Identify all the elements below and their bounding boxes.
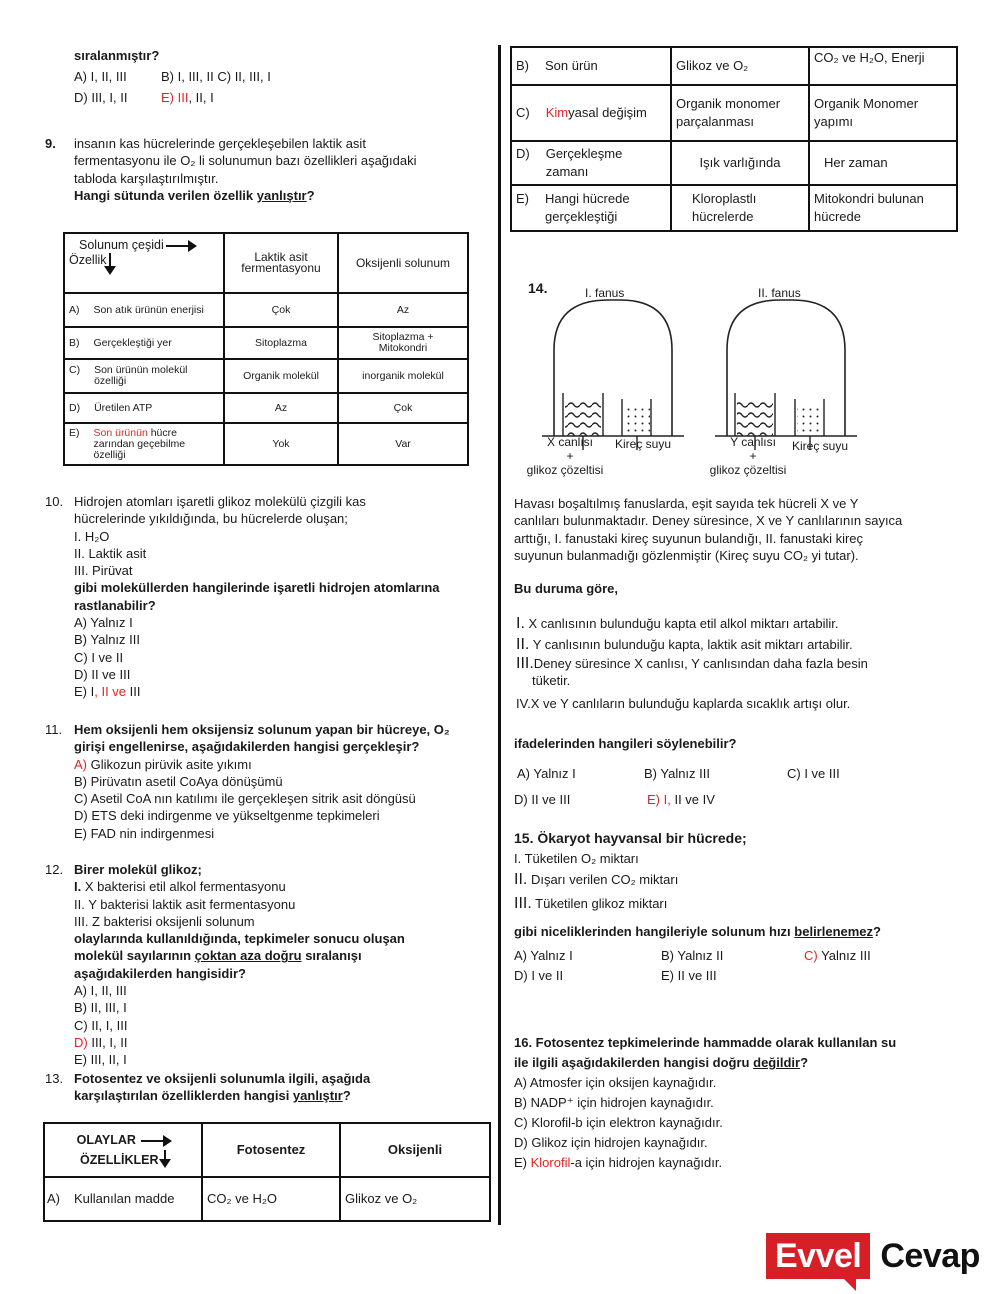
q16-stem: 16. Fotosentez tepkimelerinde hammadde olarak kullanılan su ile ilgili aşağıdakilerden hangisi doğru değildir? A) Atmosfer için oksijen kaynağıdır. B) NADP⁺ için hidrojen kaynağıdır. C) Klorofil-b için elektron kaynağıdır. D) Glikoz için hidrojen kaynağıdır. E) Klorofil-a için hidrojen kaynağıdır.: [514, 1033, 896, 1173]
q12-option-e: E) III, II, I: [74, 1052, 127, 1068]
q11-number: 11.: [45, 722, 63, 737]
jar-1-limewater-label: Kireç suyu: [615, 437, 672, 451]
bell-jar-1: [542, 300, 684, 450]
column-divider: [498, 45, 501, 1225]
q13-stem: Fotosentez ve oksijenli solunumla ilgili, aşağıda karşılaştırılan özelliklerden hangisi yanlıştır?: [74, 1071, 371, 1104]
q11-option-c: C) Asetil CoA nın katılımı ile gerçekleşen sitrik asit döngüsü: [74, 791, 416, 807]
logo-cevap: Cevap: [880, 1236, 980, 1275]
answer-mark: Klorofil: [527, 1155, 571, 1170]
answer-mark: A): [74, 756, 87, 772]
q10-option-c: C) I ve II: [74, 649, 124, 665]
q10-option-e: E) I, II ve III: [74, 684, 141, 700]
q10-option-d: D) II ve III: [74, 666, 131, 682]
q15-option-b: B) Yalnız II: [661, 948, 724, 963]
table-row: B) Gerçekleştiği yer Sitoplazma Sitoplazma + Mitokondri: [64, 327, 468, 359]
q15-option-a: A) Yalnız I: [514, 948, 573, 963]
q16-option-e: E) Klorofil-a için hidrojen kaynağıdır.: [514, 1155, 723, 1170]
q8-option-e: E) III, II, I: [161, 90, 214, 105]
evvel-cevap-logo: [766, 1233, 980, 1279]
q14-option-a: A) Yalnız I: [517, 766, 576, 781]
logo-evvel: Evvel: [766, 1233, 870, 1279]
q11-option-a: A) Glikozun pirüvik asite yıkımı: [74, 756, 252, 772]
q16-option-b: B) NADP⁺ için hidrojen kaynağıdır.: [514, 1095, 714, 1110]
jar-2-title: II. fanus: [758, 286, 801, 300]
answer-mark: E) III: [161, 90, 189, 105]
table-row: C) Son ürünün molekül özelliği Organik molekül inorganik molekül: [64, 359, 468, 393]
q13-table: [43, 1122, 491, 1222]
jar-2-organism-label: Y canlısı + glikoz çözeltisi: [709, 435, 787, 477]
q13-table-continued: [510, 46, 958, 232]
table-row: D) Üretilen ATP Az Çok: [64, 393, 468, 423]
q9-col-header-2: Oksijenli solunum: [338, 233, 468, 293]
q10-option-b: B) Yalnız III: [74, 632, 140, 648]
q15-option-d: D) I ve II: [514, 968, 564, 983]
q11-option-b: B) Pirüvatın asetil CoAya dönüşümü: [74, 773, 283, 789]
q8-option-a: A) I, II, III: [74, 69, 127, 84]
q14-question: ifadelerinden hangileri söylenebilir?: [514, 736, 737, 751]
q12-option-b: B) II, III, I: [74, 1000, 127, 1016]
table-row: A) Kullanılan madde CO₂ ve H₂O Glikoz ve O₂: [44, 1177, 490, 1221]
q9-col-header-1: Laktik asit fermentasyonu: [224, 233, 338, 293]
q8-option-bc: [161, 68, 271, 85]
q14-option-d: D) II ve III: [514, 792, 571, 807]
table-row: C) Kimyasal değişim Organik monomer parçalanması Organik Monomer yapımı: [511, 85, 957, 141]
bell-jar-2: [715, 300, 857, 450]
q12-option-c: C) II, I, III: [74, 1017, 128, 1033]
q13-col-header-1: Fotosentez: [202, 1123, 340, 1177]
q11-option-d: D) ETS deki indirgenme ve yükseltgenme tepkimeleri: [74, 808, 380, 824]
q12-stem: Birer molekül glikoz; I. X bakterisi etil alkol fermentasyonu II. Y bakterisi laktik asit fermentasyonu III. Z bakterisi oksijenli solunum olaylarında kullanıldığında, tepkimeler sonucu oluşan molekül sayılarının çoktan aza doğru sıralanışı aşağıdakilerden hangisidir? A) I, II, III B) II, III, I C) II, I, III D) III, I, II E) III, II, I: [74, 862, 405, 1068]
q12-number: 12.: [45, 862, 64, 877]
q14-lead: Bu duruma göre,: [514, 581, 619, 596]
beaker-organism-solution: [563, 393, 603, 436]
jar-2-limewater-label: Kireç suyu: [792, 439, 849, 453]
q14-statements: I. X canlısının bulunduğu kapta etil alkol miktarı artabilir. II. Y canlısının bulunduğu kapta, laktik asit miktarı artabilir. III.Deney süresince X canlısı, Y canlısından daha fazla besin tüketir. IV.X ve Y canlıların bulunduğu kaplarda sıcaklık artışı olur.: [516, 615, 868, 711]
q14-option-e: E) I, II ve IV: [647, 792, 715, 807]
q8-option-c: C) II, III, I: [217, 69, 271, 84]
table-row: E) Hangi hücrede gerçekleştiği Kloroplastlı hücrelerde Mitokondri bulunan hücrede: [511, 185, 957, 231]
answer-mark: C): [804, 948, 818, 963]
answer-mark: , II ve: [94, 684, 127, 700]
q13-col-header-2: Oksijenli: [340, 1123, 490, 1177]
q14-option-c: C) I ve III: [787, 766, 840, 781]
arrow-right-icon: [166, 245, 194, 247]
arrow-down-icon: [164, 1150, 166, 1164]
jar-1-title: I. fanus: [585, 286, 625, 300]
table-row: D) Gerçekleşme zamanı Işık varlığında Her zaman: [511, 141, 957, 185]
q11-stem: Hem oksijenli hem oksijensiz solunum yapan bir hücreye, O₂ girişi engellenirse, aşağıdakilerden hangisi gerçekleşir? A) Glikozun pirüvik asite yıkımı B) Pirüvatın asetil CoAya dönüşümü C) Asetil CoA nın katılımı ile gerçekleşen sitrik asit döngüsü D) ETS deki indirgenme ve yükseltgenme tepkimeleri E) FAD nin indirgenmesi: [74, 722, 450, 841]
q12-option-d: D) III, I, II: [74, 1034, 128, 1050]
q9-question: Hangi sütunda verilen özellik yanlıştır?: [74, 187, 315, 203]
q15-items: I. Tüketilen O₂ miktarı II. Dışarı verilen CO₂ miktarı III. Tüketilen glikoz miktarı: [514, 851, 679, 912]
q13-number: 13.: [45, 1071, 64, 1086]
table-row: E) Son ürünün hücre zarından geçebilme özelliği Yok Var: [64, 423, 468, 465]
q9-table: [63, 232, 469, 466]
beaker-organism-solution: [735, 393, 775, 436]
q8-option-d: D) III, I, II: [74, 90, 128, 105]
q9-corner-cell: Solunum çeşidi Özellik: [64, 233, 224, 293]
q8-stem-end: sıralanmıştır?: [74, 48, 160, 63]
q12-option-a: A) I, II, III: [74, 983, 127, 999]
q15-head: 15. Ökaryot hayvansal bir hücrede;: [514, 830, 747, 846]
q13-corner-cell: OLAYLAR ÖZELLİKLER: [44, 1123, 202, 1177]
table-row: A) Son atık ürünün enerjisi Çok Az: [64, 293, 468, 327]
q8-option-b: B) I, III, II: [161, 69, 214, 84]
q9-stem: insanın kas hücrelerinde gerçekleşebilen laktik asit fermentasyonu ile O₂ li solunumun bazı özellikleri aşağıdaki tabloda karşılaştırılmıştır. Hangi sütunda verilen özellik yanlıştır?: [74, 136, 417, 203]
q15-question: gibi niceliklerinden hangileriyle solunum hızı belirlenemez?: [514, 924, 881, 939]
jar-1-organism-label: X canlısı + glikoz çözeltisi: [526, 435, 604, 477]
q9-number: 9.: [45, 136, 56, 151]
q14-stem: Havası boşaltılmış fanuslarda, eşit sayıda tek hücreli X ve Y canlıları bulunmaktadır. Deney süresince, X ve Y canlılarının sayıca arttığı, I. fanustaki kireç suyunun bulandığı, II. fanustaki kireç suyunun bulanmadığı gözlenmiştir (Kireç suyu CO₂ yi tutar).: [514, 496, 903, 563]
beaker-limewater: [795, 399, 824, 436]
q16-option-d: D) Glikoz için hidrojen kaynağıdır.: [514, 1135, 708, 1150]
table-row: B) Son ürün Glikoz ve O₂ CO₂ ve H₂O, Enerji: [511, 47, 957, 85]
q11-option-e: E) FAD nin indirgenmesi: [74, 825, 215, 841]
q10-number: 10.: [45, 494, 64, 509]
q15-option-c: C) Yalnız III: [804, 948, 871, 963]
q16-option-c: C) Klorofil-b için elektron kaynağıdır.: [514, 1115, 723, 1130]
q10-stem: Hidrojen atomları işaretli glikoz molekülü çizgili kas hücrelerinde yıkıldığında, bu hücrelerde oluşan; I. H₂O II. Laktik asit III. Pirüvat gibi moleküllerden hangilerinde işaretli hidrojen atomlarına rastlanabilir? A) Yalnız I B) Yalnız III C) I ve II D) II ve III E) I, II ve III: [74, 494, 440, 700]
q10-option-a: A) Yalnız I: [74, 615, 133, 631]
q14-option-b: B) Yalnız III: [644, 766, 710, 781]
answer-mark: D): [74, 1034, 88, 1050]
arrow-down-icon: [109, 253, 111, 271]
beaker-limewater: [622, 399, 651, 436]
answer-mark: E) I,: [647, 792, 671, 807]
q14-number: 14.: [528, 280, 548, 296]
arrow-right-icon: [141, 1140, 169, 1142]
q16-option-a: A) Atmosfer için oksijen kaynağıdır.: [514, 1075, 717, 1090]
q15-option-e: E) II ve III: [661, 968, 717, 983]
